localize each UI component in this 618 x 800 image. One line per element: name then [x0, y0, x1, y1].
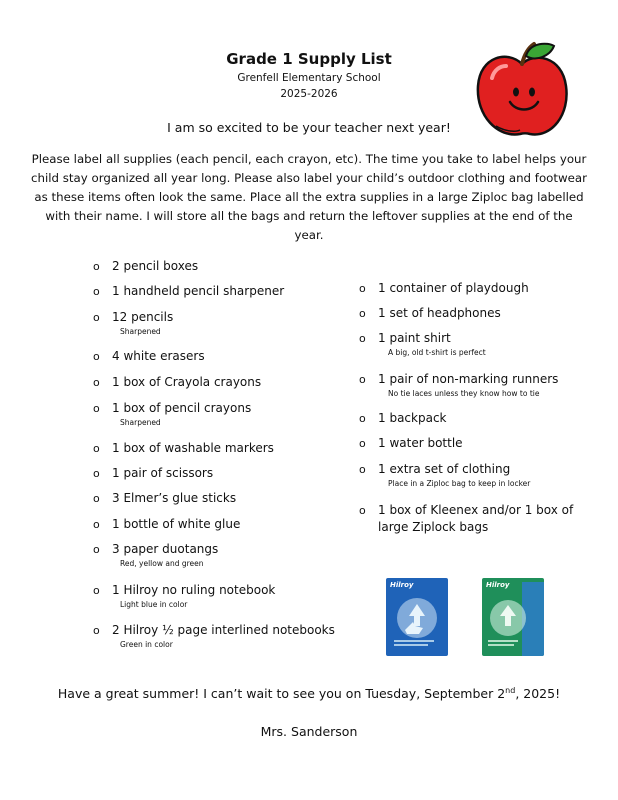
- bullet-icon: o: [93, 442, 100, 455]
- bullet-icon: o: [359, 332, 366, 345]
- list-item: [93, 284, 285, 299]
- list-item: [93, 349, 205, 364]
- list-item: [93, 466, 214, 481]
- bullet-icon: o: [93, 492, 100, 505]
- item-label: 1 pair of non-marking runners: [378, 372, 559, 386]
- item-note: Sharpened: [120, 418, 161, 427]
- item-label: 1 handheld pencil sharpener: [112, 284, 285, 298]
- item-label: 1 set of headphones: [378, 306, 501, 320]
- item-label: 12 pencils: [112, 310, 174, 324]
- notebook-brand: Hilroy: [390, 581, 414, 589]
- list-item: [93, 259, 199, 274]
- item-label: 1 extra set of clothing: [378, 462, 511, 476]
- bullet-icon: o: [359, 412, 366, 425]
- list-item: [359, 306, 501, 321]
- item-label: 1 pair of scissors: [112, 466, 214, 480]
- item-label: 1 water bottle: [378, 436, 463, 450]
- bullet-icon: o: [93, 518, 100, 531]
- bullet-icon: o: [93, 624, 100, 637]
- bullet-icon: o: [359, 463, 366, 476]
- list-item: [93, 623, 335, 650]
- list-item: [93, 542, 219, 569]
- bullet-icon: o: [93, 285, 100, 298]
- bullet-icon: o: [93, 376, 100, 389]
- item-note: Light blue in color: [120, 600, 188, 609]
- recycle-icon: [386, 578, 448, 656]
- item-note: Green in color: [120, 640, 173, 649]
- instructions-paragraph: Please label all supplies (each pencil, each crayon, etc). The time you take to label helps your child stay organized all year long. Please also label your child’s outdoor clothing and footwear as these items often look the same. Place all the extra supplies in a large Ziploc bag labelled with their name. I will store all the bags and return the leftover supplies at the end of the year.: [31, 152, 587, 242]
- bullet-icon: o: [359, 373, 366, 386]
- bullet-icon: o: [93, 350, 100, 363]
- list-item: [93, 583, 276, 610]
- bullet-icon: o: [93, 467, 100, 480]
- item-note: A big, old t-shirt is perfect: [388, 348, 486, 357]
- item-label: 3 paper duotangs: [112, 542, 219, 556]
- bullet-icon: o: [359, 282, 366, 295]
- item-note: No tie laces unless they know how to tie: [388, 389, 540, 398]
- excited-message: I am so excited to be your teacher next year!: [167, 120, 451, 135]
- list-item: [93, 401, 252, 428]
- item-label: 1 bottle of white glue: [112, 517, 241, 531]
- item-label: 3 Elmer’s glue sticks: [112, 491, 237, 505]
- school-name: Grenfell Elementary School: [237, 72, 381, 84]
- list-item: [93, 491, 237, 506]
- notebook-brand: Hilroy: [486, 581, 510, 589]
- notebook-image-blue: [386, 578, 448, 656]
- item-label: 1 box of washable markers: [112, 441, 274, 455]
- page-title: Grade 1 Supply List: [226, 50, 392, 68]
- teacher-signature: Mrs. Sanderson: [260, 724, 358, 739]
- item-note: Red, yellow and green: [120, 559, 204, 568]
- item-label: 1 box of pencil crayons: [112, 401, 252, 415]
- item-label: 1 backpack: [378, 411, 447, 425]
- bullet-icon: o: [359, 437, 366, 450]
- school-year: 2025-2026: [280, 88, 338, 100]
- closing-text-end: , 2025!: [515, 686, 561, 702]
- item-label: 2 Hilroy ½ page interlined notebooks: [112, 623, 335, 637]
- list-item: [359, 411, 447, 426]
- item-label: 2 pencil boxes: [112, 259, 199, 273]
- bullet-icon: o: [93, 260, 100, 273]
- list-item: [93, 517, 241, 532]
- bullet-icon: o: [93, 402, 100, 415]
- list-item: [93, 310, 174, 337]
- bullet-icon: o: [93, 584, 100, 597]
- list-item: [359, 372, 559, 399]
- list-item: [93, 375, 262, 390]
- list-item: [359, 502, 578, 536]
- notebook-image-green: [482, 578, 544, 656]
- bullet-icon: o: [359, 504, 366, 517]
- list-item: [93, 441, 274, 456]
- bullet-icon: o: [359, 307, 366, 320]
- item-note: Sharpened: [120, 327, 161, 336]
- bullet-icon: o: [93, 311, 100, 324]
- item-label: 1 box of Kleenex and/or 1 box of large Ziplock bags: [378, 503, 574, 534]
- item-label: 1 container of playdough: [378, 281, 529, 295]
- item-label: 4 white erasers: [112, 349, 205, 363]
- list-item: [359, 331, 486, 358]
- item-label: 1 paint shirt: [378, 331, 451, 345]
- item-label: 1 box of Crayola crayons: [112, 375, 262, 389]
- closing-text: Have a great summer! I can’t wait to see you on Tuesday, September 2: [57, 686, 506, 702]
- list-item: [359, 281, 529, 296]
- item-label: 1 Hilroy no ruling notebook: [112, 583, 276, 597]
- closing-superscript: nd: [505, 686, 516, 695]
- bullet-icon: o: [93, 543, 100, 556]
- recycle-icon: [482, 578, 544, 656]
- list-item: [359, 462, 531, 489]
- item-note: Place in a Ziploc bag to keep in locker: [388, 479, 531, 488]
- closing-message: [0, 686, 618, 701]
- list-item: [359, 436, 463, 451]
